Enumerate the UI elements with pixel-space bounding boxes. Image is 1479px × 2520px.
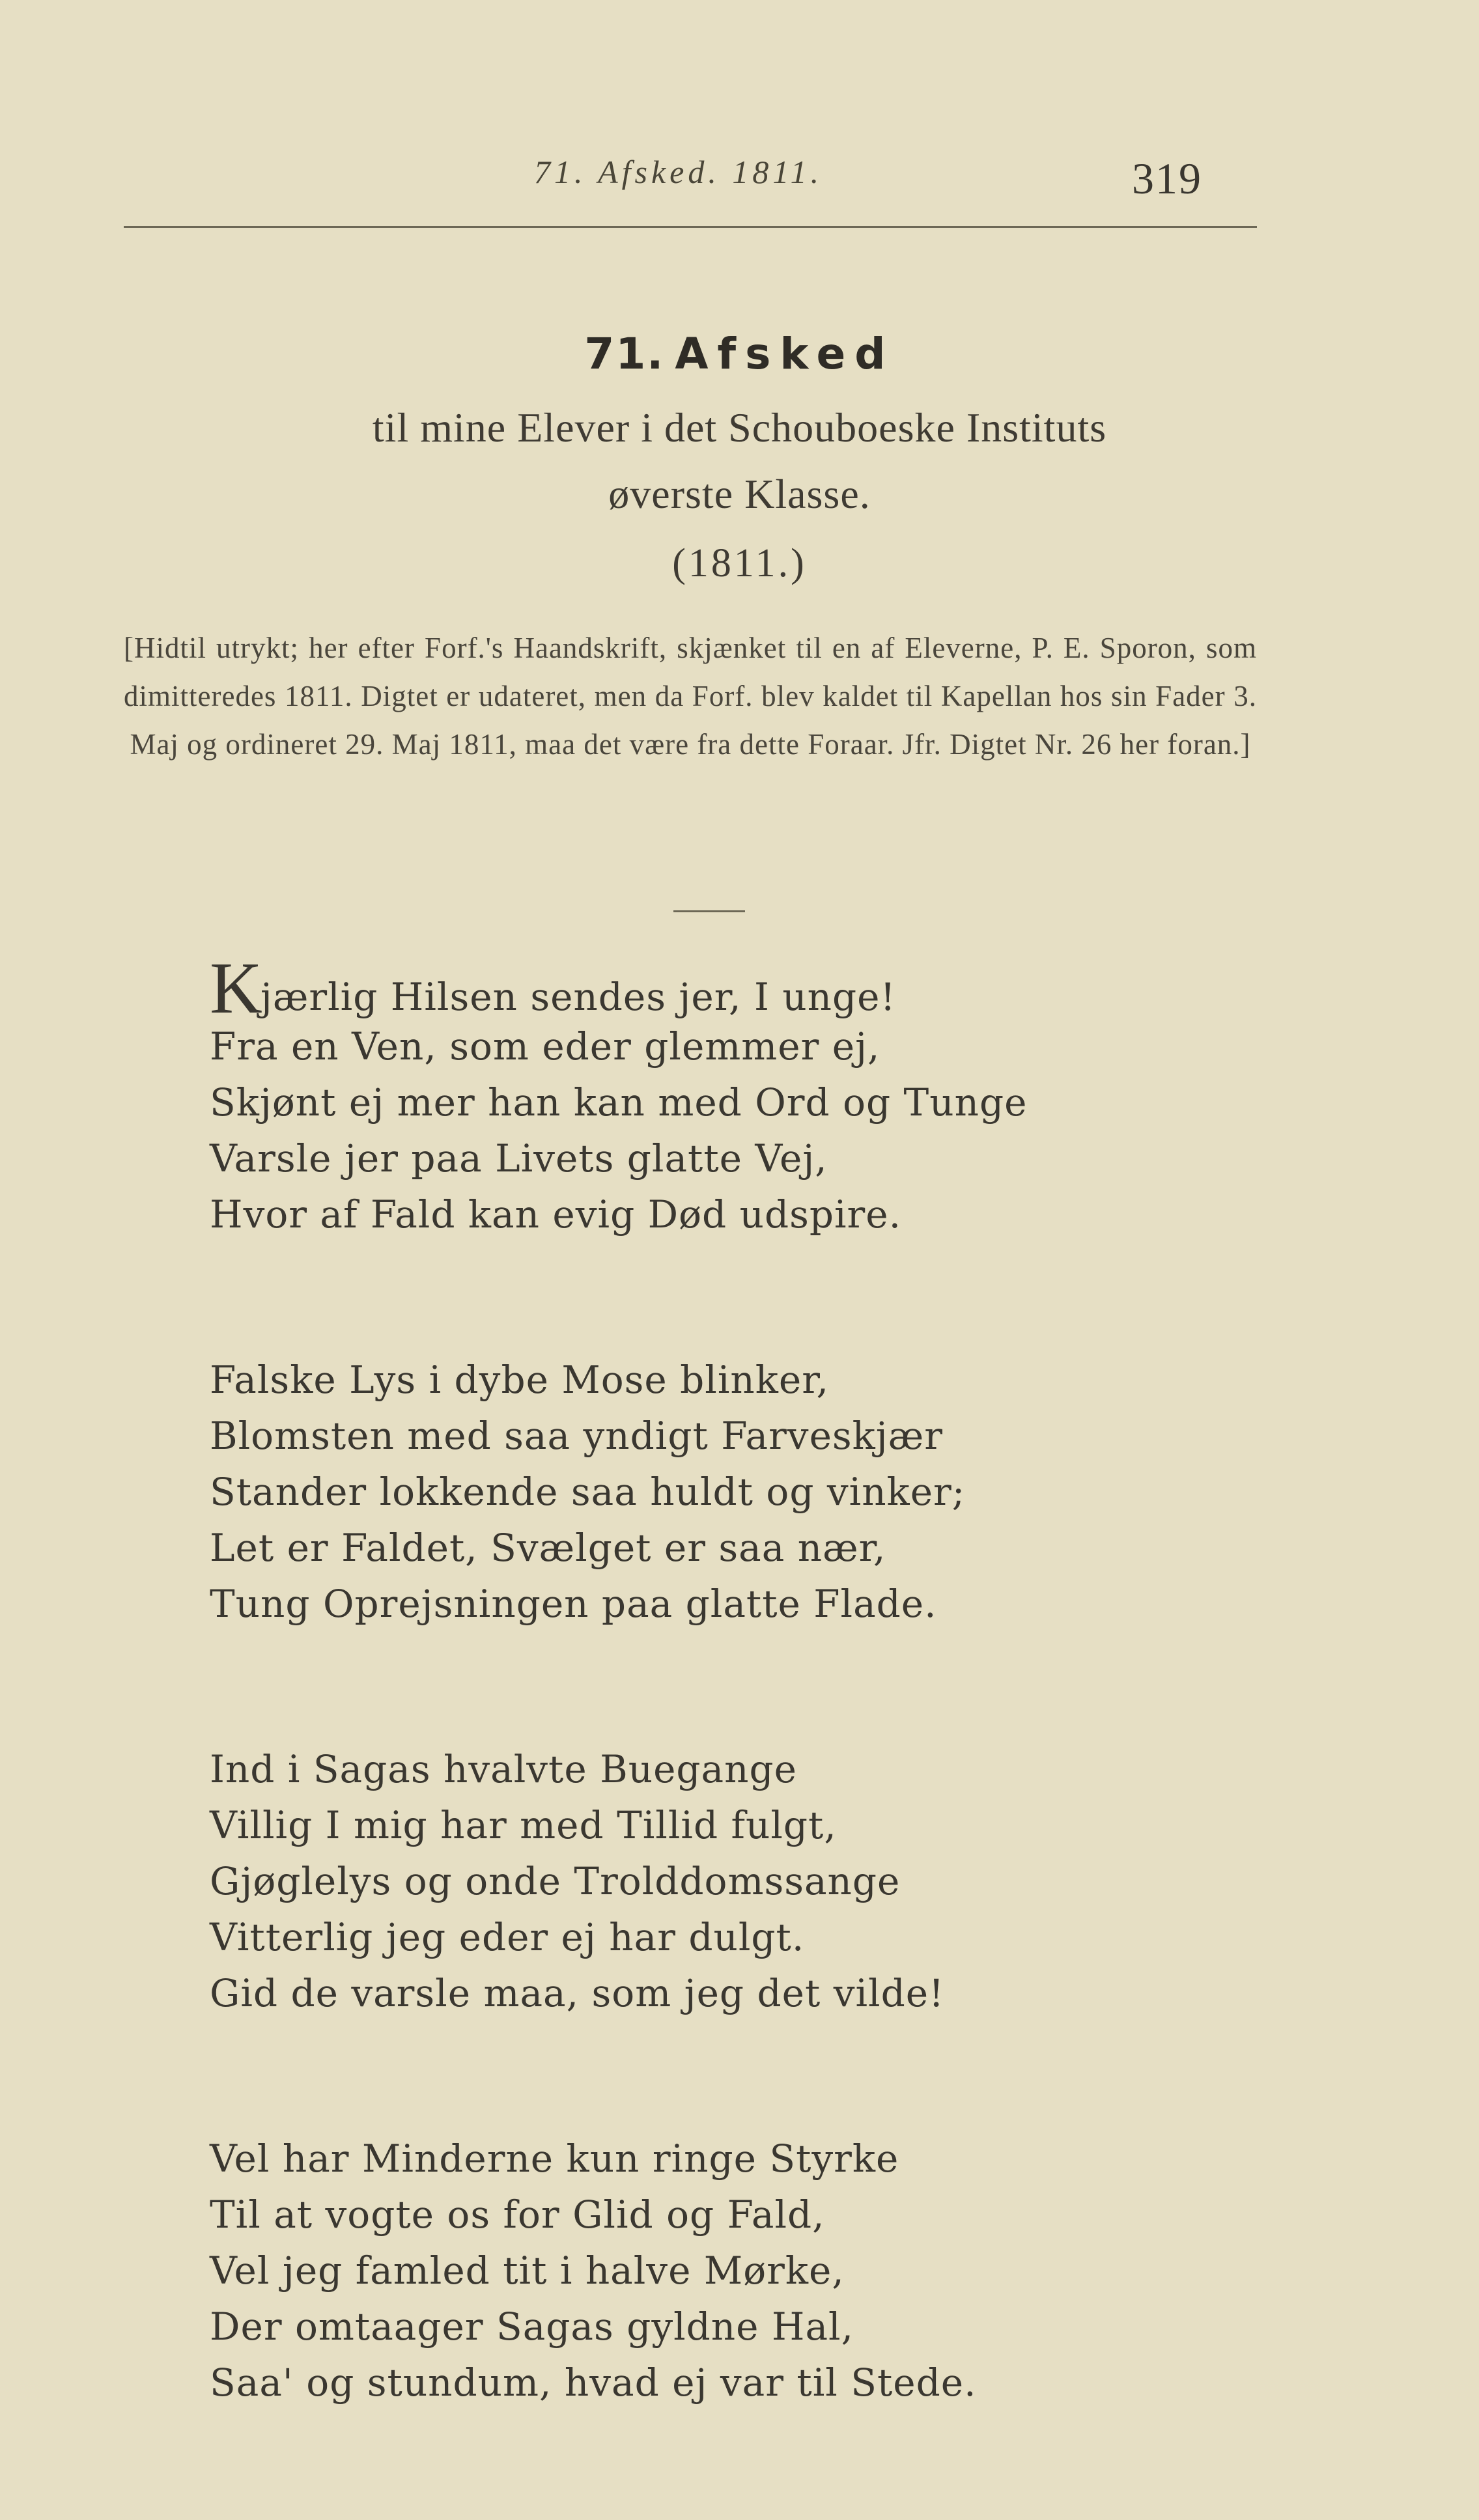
verse-line: Blomsten med saa yndigt Farveskjær bbox=[210, 1414, 944, 1458]
running-head bbox=[0, 153, 1479, 212]
verse-line: Saa' og stundum, hvad ej var til Stede. bbox=[210, 2360, 977, 2405]
verse-line: Ind i Sagas hvalvte Buegange bbox=[210, 1747, 797, 1791]
verse-line: Varsle jer paa Livets glatte Vej, bbox=[210, 1136, 828, 1181]
verse-line: Stander lokkende saa huldt og vinker; bbox=[210, 1470, 966, 1514]
poem-body bbox=[210, 948, 1317, 2520]
poem-year: (1811.) bbox=[672, 541, 807, 585]
poem-title bbox=[0, 329, 1479, 379]
verse-line: Tung Oprejsningen paa glatte Flade. bbox=[210, 1582, 937, 1626]
section-divider bbox=[673, 910, 745, 912]
poem-subtitle-line-2: øverste Klasse. bbox=[608, 471, 871, 517]
poem-subtitle-line-1: til mine Elever i det Schouboeske Instituts bbox=[372, 404, 1107, 451]
verse-line: Kjærlig Hilsen sendes jer, I unge! bbox=[210, 948, 896, 1029]
verse-line: Vel jeg famled tit i halve Mørke, bbox=[210, 2248, 845, 2293]
poem-number: 71. bbox=[584, 329, 665, 379]
verse-line: Skjønt ej mer han kan med Ord og Tunge bbox=[210, 1080, 1028, 1125]
verse-line: Villig I mig har med Tillid fulgt, bbox=[210, 1803, 837, 1847]
verse-line: Gjøglelys og onde Trolddomssange bbox=[210, 1859, 901, 1903]
stanza-1 bbox=[210, 948, 1317, 1242]
page-number: 319 bbox=[1132, 154, 1202, 203]
running-title: 71. Afsked. 1811. bbox=[534, 154, 823, 190]
verse-line: Til at vogte os for Glid og Fald, bbox=[210, 2192, 825, 2237]
verse-line: Gid de varsle maa, som jeg det vilde! bbox=[210, 1971, 945, 2015]
header-rule bbox=[124, 226, 1257, 228]
stanza-3 bbox=[210, 1741, 1317, 2021]
stanza-2 bbox=[210, 1352, 1317, 1632]
verse-line: Hvor af Fald kan evig Død udspire. bbox=[210, 1192, 902, 1237]
verse-line: Vel har Minderne kun ringe Styrke bbox=[210, 2136, 899, 2181]
poem-title-text: Afsked bbox=[675, 329, 895, 379]
stanza-4 bbox=[210, 2131, 1317, 2411]
verse-line: Vitterlig jeg eder ej har dulgt. bbox=[210, 1915, 805, 1959]
verse-line: Fra en Ven, som eder glemmer ej, bbox=[210, 1024, 880, 1069]
verse-line: Falske Lys i dybe Mose blinker, bbox=[210, 1358, 830, 1402]
drop-cap: K bbox=[210, 948, 263, 1029]
verse-line: Let er Faldet, Svælget er saa nær, bbox=[210, 1526, 886, 1570]
verse-line: Der omtaager Sagas gyldne Hal, bbox=[210, 2304, 854, 2349]
editorial-note: [Hidtil utrykt; her efter Forf.'s Haandskrift, skjænket til en af Eleverne, P. E. Sporon, som dimitteredes 1811. Digtet er udateret, men da Forf. blev kaldet til Kapellan hos sin Fader 3. Maj og ordineret 29. Maj 1811, maa det være fra dette Foraar. Jfr. Digtet Nr. 26 her foran.] bbox=[124, 632, 1257, 761]
